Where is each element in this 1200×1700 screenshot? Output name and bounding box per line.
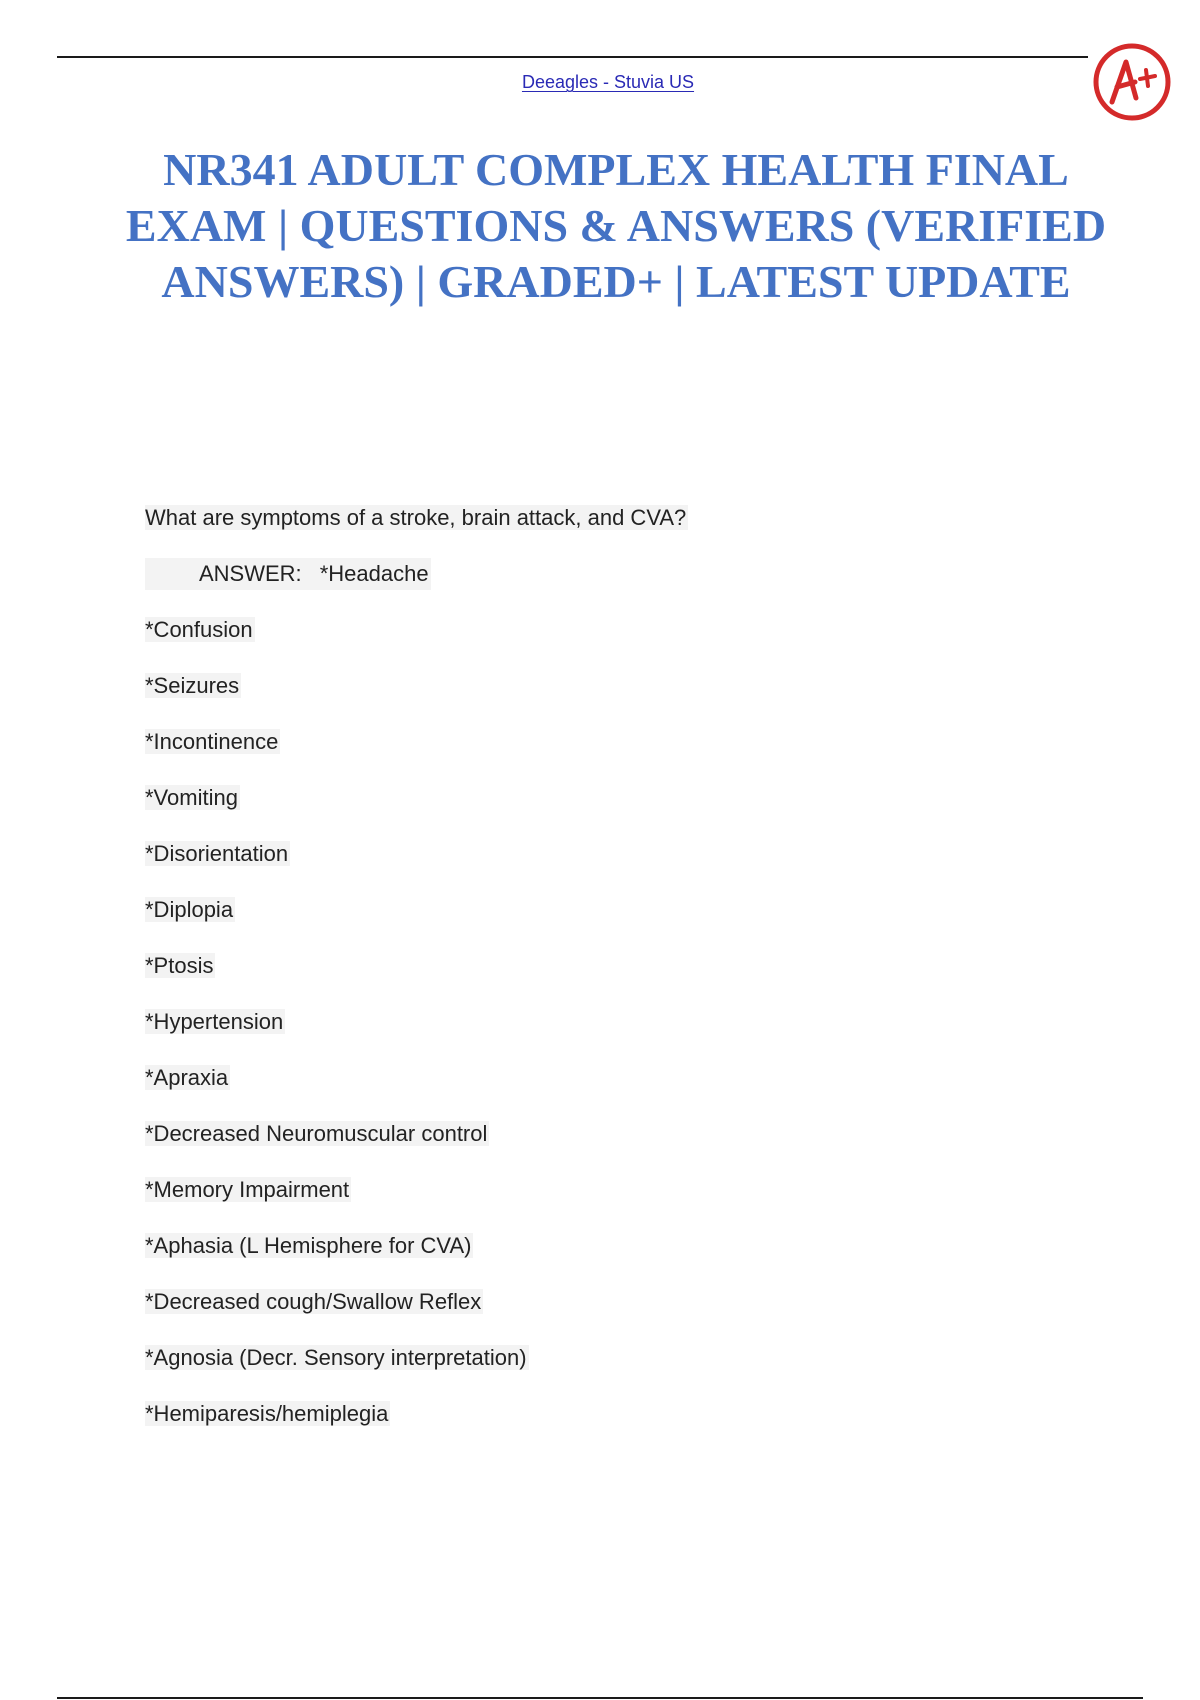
a-plus-stamp-icon [1090, 40, 1174, 124]
answer-item-text: *Memory Impairment [145, 1177, 350, 1202]
list-item [145, 894, 235, 926]
answer-item-text: *Decreased Neuromuscular control [145, 1121, 488, 1146]
list-item [145, 726, 280, 758]
header-link[interactable]: Deeagles - Stuvia US [521, 72, 695, 92]
document-title: NR341 ADULT COMPLEX HEALTH FINAL EXAM | QUESTIONS & ANSWERS (VERIFIED ANSWERS) | GRADED+ | LATEST UPDATE [125, 144, 1107, 307]
answer-label: ANSWER: [199, 561, 302, 586]
answer-highlight [145, 558, 431, 590]
answer-item-text: *Aphasia (L Hemisphere for CVA) [145, 1233, 472, 1258]
answer-item-text: *Vomiting [145, 785, 238, 810]
list-item [145, 1174, 351, 1206]
answer-item-text: *Apraxia [145, 1065, 229, 1090]
grade-stamp [1090, 40, 1174, 124]
question-text [145, 502, 688, 534]
answer-item-text: *Confusion [145, 617, 253, 642]
answer-item-text: *Seizures [145, 673, 240, 698]
answer-item-text: *Incontinence [145, 729, 279, 754]
answer-item-text: *Hypertension [145, 1009, 284, 1034]
list-item [145, 1230, 473, 1262]
answer-item-text: *Decreased cough/Swallow Reflex [145, 1289, 482, 1314]
answer-line [145, 558, 431, 590]
list-item [145, 1286, 483, 1318]
list-item [145, 1342, 529, 1374]
answer-first-item: *Headache [319, 561, 429, 586]
list-item [145, 1062, 230, 1094]
list-item [145, 614, 255, 646]
header-rule [57, 56, 1088, 58]
list-item [145, 1398, 390, 1430]
answer-item-text: *Ptosis [145, 953, 214, 978]
footer-rule [57, 1697, 1143, 1699]
list-item [145, 782, 240, 814]
list-item [145, 1006, 285, 1038]
answer-item-text: *Diplopia [145, 897, 234, 922]
list-item [145, 950, 215, 982]
list-item [145, 1118, 489, 1150]
list-item [145, 838, 290, 870]
answer-item-text: *Hemiparesis/hemiplegia [145, 1401, 389, 1426]
answer-item-text: *Disorientation [145, 841, 289, 866]
question-label: What are symptoms of a stroke, brain attack, and CVA? [145, 505, 687, 530]
list-item [145, 670, 241, 702]
answer-item-text: *Agnosia (Decr. Sensory interpretation) [145, 1345, 527, 1370]
